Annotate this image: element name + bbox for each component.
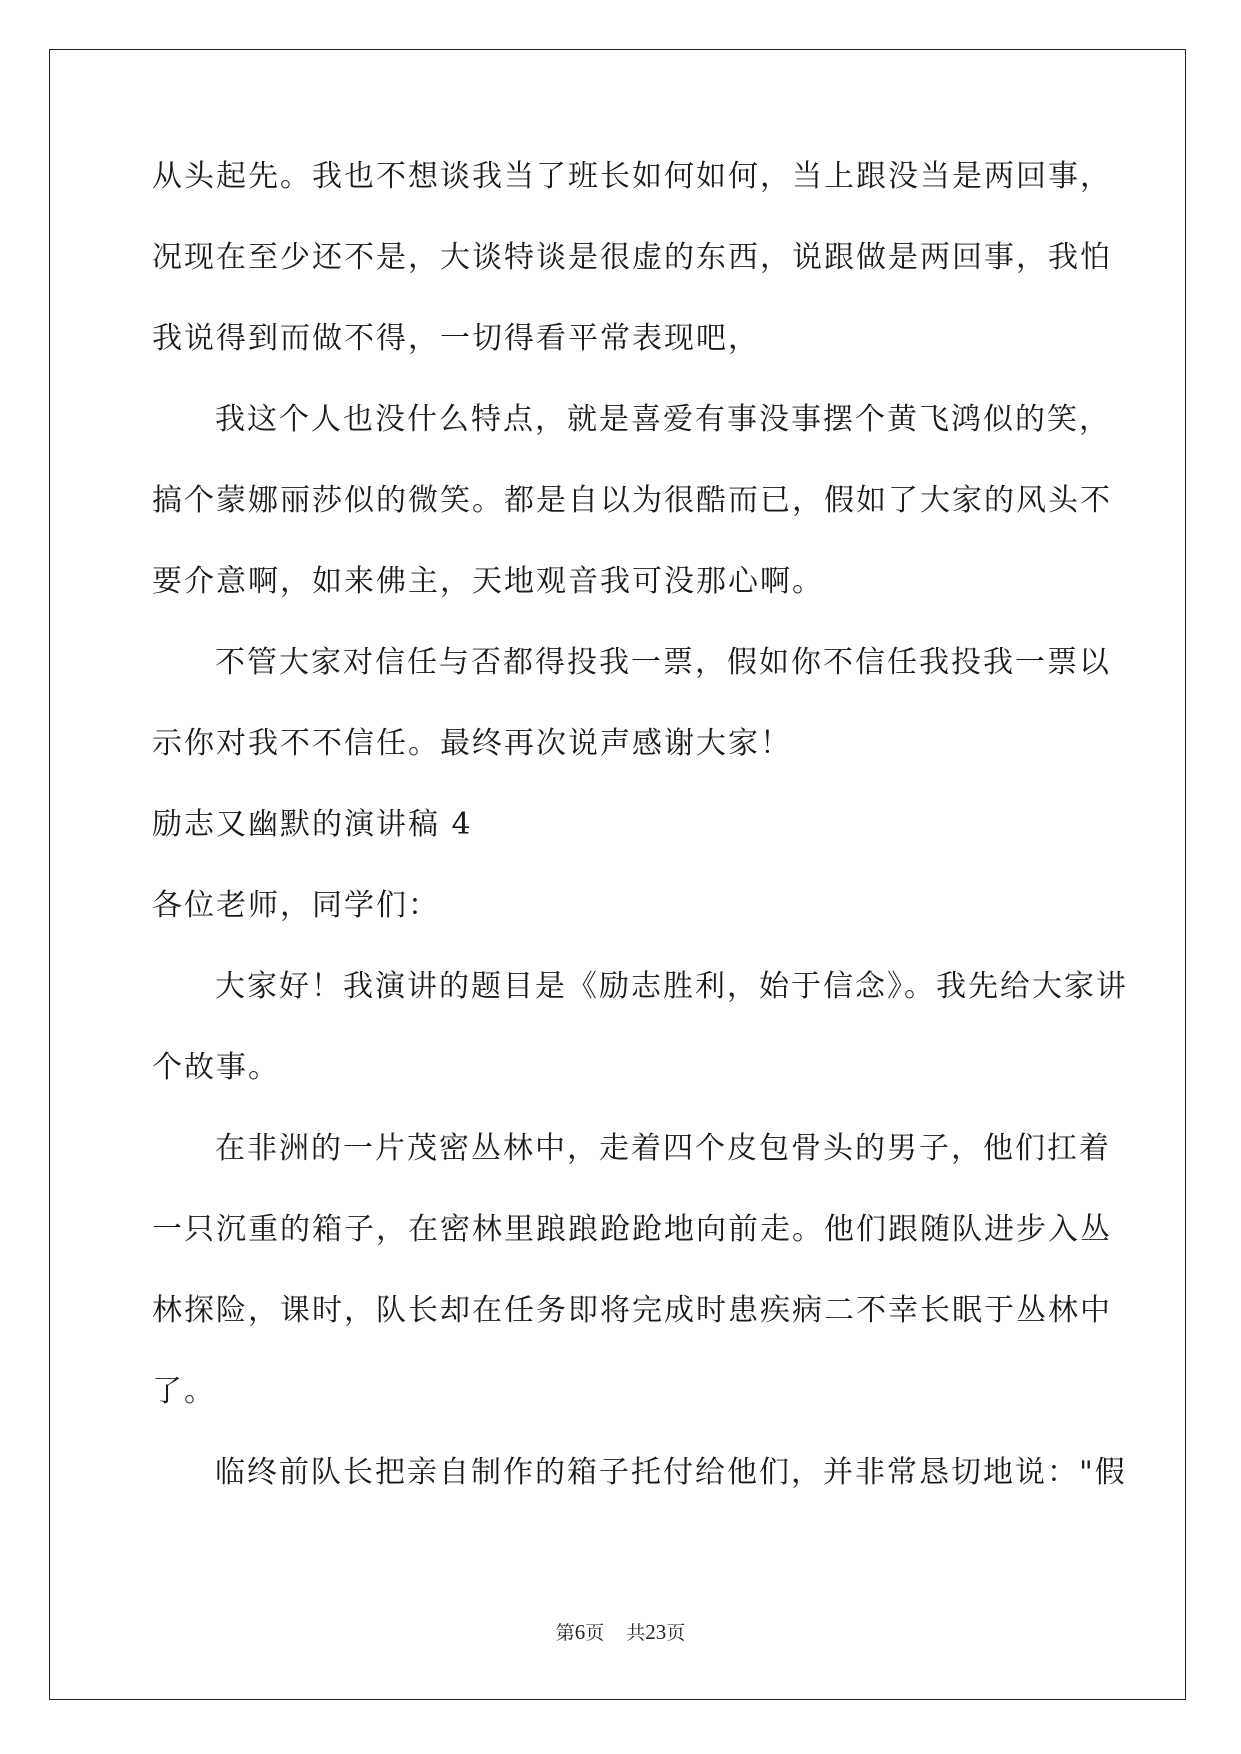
text-line: 励志又幽默的演讲稿 4 xyxy=(152,807,473,842)
total-pages: 23 xyxy=(645,1620,667,1644)
text-line: 要介意啊，如来佛主，天地观音我可没那心啊。 xyxy=(152,564,824,599)
text-line: 各位老师，同学们： xyxy=(152,888,440,923)
text-line: 搞个蒙娜丽莎似的微笑。都是自以为很酷而已，假如了大家的风头不 xyxy=(152,483,1112,518)
page-prefix: 第 xyxy=(555,1622,575,1644)
text-line: 了。 xyxy=(152,1374,216,1409)
text-line: 况现在至少还不是，大谈特谈是很虚的东西，说跟做是两回事，我怕 xyxy=(152,240,1112,275)
text-line: 大家好！我演讲的题目是《励志胜利，始于信念》。我先给大家讲 xyxy=(215,969,1128,1004)
text-line: 从头起先。我也不想谈我当了班长如何如何，当上跟没当是两回事， xyxy=(152,159,1112,194)
document-body xyxy=(152,150,1128,1527)
text-line: 我说得到而做不得，一切得看平常表现吧， xyxy=(152,321,760,356)
text-line: 不管大家对信任与否都得投我一票，假如你不信任我投我一票以 xyxy=(215,645,1111,680)
text-line: 个故事。 xyxy=(152,1050,280,1085)
total-prefix: 共 xyxy=(626,1622,646,1644)
page-footer xyxy=(0,1620,1241,1645)
text-line: 临终前队长把亲自制作的箱子托付给他们，并非常恳切地说："假 xyxy=(215,1455,1127,1490)
text-line: 在非洲的一片茂密丛林中，走着四个皮包骨头的男子，他们扛着 xyxy=(215,1131,1111,1166)
total-suffix: 页 xyxy=(666,1622,686,1644)
text-line: 一只沉重的箱子，在密林里踉踉跄跄地向前走。他们跟随队进步入丛 xyxy=(152,1212,1112,1247)
text-line: 示你对我不不信任。最终再次说声感谢大家！ xyxy=(152,726,792,761)
text-line: 我这个人也没什么特点，就是喜爱有事没事摆个黄飞鸿似的笑， xyxy=(215,402,1111,437)
text-line: 林探险，课时，队长却在任务即将完成时患疾病二不幸长眠于丛林中 xyxy=(152,1293,1112,1328)
page-number: 6 xyxy=(574,1620,586,1644)
page-suffix: 页 xyxy=(585,1622,605,1644)
